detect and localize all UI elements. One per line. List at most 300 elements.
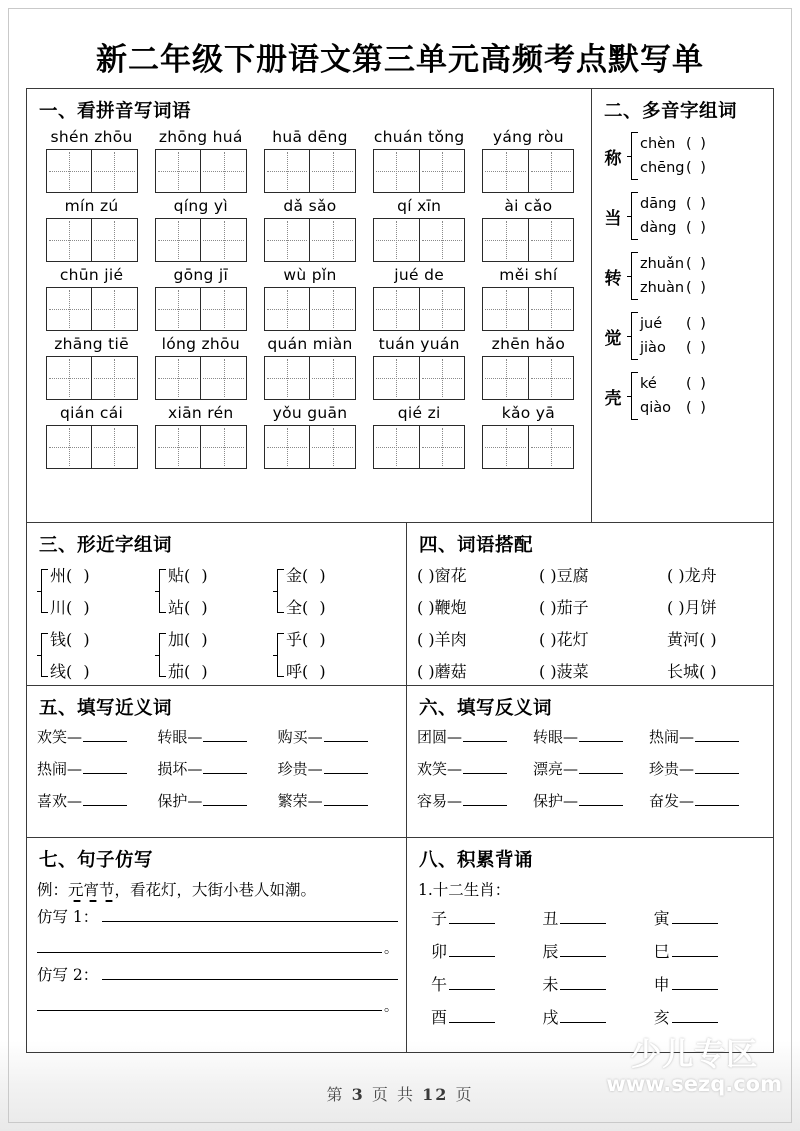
reading-pinyin: chèn: [640, 136, 676, 152]
tianzige-square: [200, 219, 246, 261]
tianzige-box[interactable]: [46, 149, 138, 193]
synonym-item[interactable]: [37, 790, 157, 811]
watermark-brand: 少儿专区: [630, 1036, 759, 1073]
pinyin-text: dǎ sǎo: [283, 197, 337, 216]
answer-blank[interactable]: [579, 792, 623, 806]
tianzige-square: [528, 288, 574, 330]
pinyin-item: [474, 129, 583, 193]
section-6-antonyms: [406, 686, 773, 837]
answer-blank[interactable]: [449, 975, 495, 990]
tianzige-square: [200, 288, 246, 330]
zodiac-branch-item[interactable]: [654, 939, 765, 962]
tianzige-box[interactable]: [482, 149, 574, 193]
zodiac-branch-item[interactable]: [542, 972, 653, 995]
pinyin-item: [365, 129, 474, 193]
imitation-1-label: 仿写 1：: [37, 908, 99, 926]
polyphonic-reading: [640, 220, 708, 236]
tianzige-square: [309, 219, 355, 261]
answer-blank[interactable]: [579, 760, 623, 774]
answer-blank[interactable]: [695, 792, 739, 806]
word-prompt: 喜欢—: [37, 792, 83, 810]
tianzige-box[interactable]: [373, 149, 465, 193]
imitation-1: [37, 905, 398, 958]
answer-parenthesis[interactable]: ( ): [686, 136, 708, 152]
similar-char-group: [273, 627, 391, 682]
word-prompt: 损坏—: [157, 760, 203, 778]
section-1-pinyin: [27, 89, 591, 522]
similar-char-pair: [168, 563, 211, 618]
polyphonic-reading: [640, 136, 708, 152]
imitation-2-row2: [37, 996, 398, 1016]
answer-blank[interactable]: [203, 792, 247, 806]
tianzige-box[interactable]: [482, 218, 574, 262]
answer-blank[interactable]: [560, 975, 606, 990]
pinyin-item: [365, 267, 474, 331]
brace-icon: [627, 369, 638, 423]
word-prompt: 购买—: [277, 728, 323, 746]
similar-char-entry[interactable]: 加( ): [168, 630, 211, 649]
similar-char-entry[interactable]: 呼( ): [286, 662, 329, 681]
tianzige-square: [200, 426, 246, 468]
collocation-item[interactable]: 长城( ): [667, 662, 717, 681]
polyphonic-reading: [640, 340, 708, 356]
tianzige-box[interactable]: [46, 287, 138, 331]
answer-parenthesis[interactable]: ( ): [686, 400, 708, 416]
zodiac-branch-item[interactable]: [431, 972, 542, 995]
zodiac-branch-item[interactable]: [654, 1005, 765, 1028]
zodiac-branch-item[interactable]: [654, 906, 765, 929]
similar-char-groups: [37, 563, 398, 682]
tianzige-square: [200, 357, 246, 399]
branch-char: 子: [431, 909, 448, 928]
polyphonic-readings: [640, 316, 708, 356]
zodiac-branch-item[interactable]: [654, 972, 765, 995]
tianzige-box[interactable]: [264, 218, 356, 262]
pinyin-item: [255, 336, 364, 400]
word-prompt: 漂亮—: [533, 760, 579, 778]
similar-char-row: [37, 627, 398, 682]
polyphonic-readings: [640, 136, 708, 176]
tianzige-square: [483, 219, 528, 261]
reading-pinyin: dāng: [640, 196, 677, 212]
collocation-item[interactable]: ( )月饼: [667, 598, 717, 617]
answer-blank[interactable]: [672, 1008, 718, 1023]
pinyin-item: [255, 267, 364, 331]
brace-icon: [627, 189, 638, 243]
synonym-item[interactable]: [37, 726, 157, 747]
tianzige-square: [265, 150, 310, 192]
similar-char-pair: [50, 627, 93, 682]
collocation-item[interactable]: ( )豆腐: [539, 566, 589, 585]
tianzige-box[interactable]: [373, 218, 465, 262]
similar-char-entry[interactable]: 线( ): [50, 662, 93, 681]
collocation-item[interactable]: ( )花灯: [539, 630, 589, 649]
answer-blank[interactable]: [449, 909, 495, 924]
word-prompt: 转眼—: [533, 728, 579, 746]
answer-blank[interactable]: [203, 760, 247, 774]
word-prompt: 欢笑—: [417, 760, 463, 778]
antonym-item[interactable]: [649, 758, 765, 779]
tianzige-square: [309, 150, 355, 192]
zodiac-branch-item[interactable]: [431, 1005, 542, 1028]
collocation-item[interactable]: ( )窗花: [417, 566, 467, 585]
tianzige-square: [309, 288, 355, 330]
answer-blank[interactable]: [672, 909, 718, 924]
pinyin-item: [255, 198, 364, 262]
reading-pinyin: dàng: [640, 220, 677, 236]
tianzige-box[interactable]: [373, 356, 465, 400]
section-2-polyphonic: [591, 89, 773, 522]
collocation-item[interactable]: ( )茄子: [539, 598, 589, 617]
table-row: [27, 89, 773, 523]
polyphonic-char: 觉: [604, 328, 622, 349]
answer-parenthesis[interactable]: ( ): [686, 316, 708, 332]
pinyin-text: jué de: [394, 266, 445, 285]
tianzige-box[interactable]: [264, 356, 356, 400]
branch-char: 丑: [542, 909, 559, 928]
imitation-2-blank-2[interactable]: [37, 996, 382, 1011]
answer-blank[interactable]: [672, 975, 718, 990]
imitation-1-blank-2[interactable]: [37, 938, 382, 953]
tianzige-square: [91, 357, 137, 399]
brace-icon: [155, 630, 166, 680]
synonym-item[interactable]: [278, 758, 398, 779]
tianzige-square: [419, 150, 465, 192]
pinyin-text: qián cái: [60, 404, 124, 423]
tianzige-square: [265, 219, 310, 261]
answer-parenthesis[interactable]: ( ): [686, 376, 708, 392]
polyphonic-group: [602, 249, 765, 303]
word-prompt: 保护—: [533, 792, 579, 810]
tianzige-box[interactable]: [155, 356, 247, 400]
polyphonic-readings: [640, 376, 708, 416]
answer-blank[interactable]: [463, 760, 507, 774]
word-prompt: 珍贵—: [649, 760, 695, 778]
pinyin-item: [146, 336, 255, 400]
word-prompt: 保护—: [157, 792, 203, 810]
tianzige-box[interactable]: [264, 149, 356, 193]
tianzige-square: [156, 288, 201, 330]
tianzige-square: [483, 150, 528, 192]
tianzige-box[interactable]: [155, 425, 247, 469]
tianzige-square: [483, 357, 528, 399]
tianzige-square: [156, 150, 201, 192]
tianzige-box[interactable]: [482, 356, 574, 400]
collocation-item[interactable]: ( )蘑菇: [417, 662, 467, 681]
tianzige-square: [200, 150, 246, 192]
antonym-item[interactable]: [649, 790, 765, 811]
brace-icon: [627, 129, 638, 183]
zodiac-branch-item[interactable]: [542, 906, 653, 929]
section-4-heading: 四、词语搭配: [419, 535, 534, 556]
similar-char-row: [37, 563, 398, 618]
brace-icon: [273, 630, 284, 680]
section-5-synonyms: [27, 686, 406, 837]
example-rest: ，看花灯，大街小巷人如潮。: [114, 881, 317, 899]
footer-page-number: 3: [351, 1085, 365, 1104]
similar-char-entry[interactable]: 钱( ): [50, 630, 93, 649]
synonym-item[interactable]: [157, 758, 277, 779]
zodiac-branch-item[interactable]: [431, 939, 542, 962]
pinyin-item: [146, 198, 255, 262]
reading-pinyin: chēng: [640, 160, 685, 176]
similar-char-pair: [286, 627, 329, 682]
pinyin-text: yáng ròu: [492, 128, 564, 146]
word-prompt: 欢笑—: [37, 728, 83, 746]
similar-char-group: [37, 563, 155, 618]
tianzige-square: [374, 288, 419, 330]
antonym-grid: [417, 726, 765, 811]
pinyin-text: měi shí: [499, 266, 558, 285]
answer-parenthesis[interactable]: ( ): [686, 340, 708, 356]
pinyin-text: gōng jī: [173, 266, 229, 285]
antonym-item[interactable]: [533, 758, 649, 779]
tianzige-square: [419, 219, 465, 261]
tianzige-square: [265, 288, 310, 330]
zodiac-branch-item[interactable]: [431, 906, 542, 929]
answer-blank[interactable]: [695, 728, 739, 742]
reading-pinyin: zhuǎn: [640, 256, 685, 272]
section-6-heading: 六、填写反义词: [419, 698, 553, 719]
synonym-item[interactable]: [157, 726, 277, 747]
imitation-2: [37, 963, 398, 1016]
tianzige-box[interactable]: [373, 287, 465, 331]
imitation-1-period: 。: [384, 942, 398, 957]
collocation-item[interactable]: ( )龙舟: [667, 566, 717, 585]
branch-char: 未: [542, 975, 559, 994]
collocation-item[interactable]: ( )鞭炮: [417, 598, 467, 617]
answer-blank[interactable]: [672, 942, 718, 957]
word-prompt: 繁荣—: [277, 792, 323, 810]
similar-char-entry[interactable]: 川( ): [50, 598, 93, 617]
brace-icon: [627, 309, 638, 363]
answer-blank[interactable]: [83, 760, 127, 774]
similar-char-entry[interactable]: 州( ): [50, 566, 93, 585]
tianzige-square: [419, 426, 465, 468]
similar-char-entry[interactable]: 站( ): [168, 598, 211, 617]
polyphonic-list: [602, 129, 765, 423]
pinyin-text: kǎo yā: [501, 404, 556, 423]
zodiac-branch-item[interactable]: [542, 1005, 653, 1028]
answer-blank[interactable]: [560, 1008, 606, 1023]
reading-pinyin: qiào: [640, 400, 671, 416]
answer-blank[interactable]: [449, 942, 495, 957]
answer-parenthesis[interactable]: ( ): [686, 220, 708, 236]
similar-char-pair: [50, 563, 93, 618]
branch-char: 卯: [431, 942, 448, 961]
branch-char: 酉: [431, 1008, 448, 1027]
pinyin-item: [474, 336, 583, 400]
section-7-sentence-imitation: [27, 838, 406, 1052]
pinyin-item: [365, 336, 474, 400]
tianzige-square: [156, 426, 201, 468]
imitation-2-blank[interactable]: [102, 965, 398, 980]
tianzige-box[interactable]: [46, 356, 138, 400]
section-8-subheading: 1.十二生肖：: [418, 881, 511, 899]
pinyin-item: [37, 336, 146, 400]
tianzige-square: [528, 150, 574, 192]
pinyin-text: huā dēng: [272, 128, 348, 146]
antonym-item[interactable]: [649, 726, 765, 747]
branch-char: 午: [431, 975, 448, 994]
tianzige-square: [265, 357, 310, 399]
tianzige-box[interactable]: [155, 287, 247, 331]
antonym-item[interactable]: [417, 726, 533, 747]
answer-blank[interactable]: [449, 1008, 495, 1023]
tianzige-box[interactable]: [482, 287, 574, 331]
pinyin-text: zhēn hǎo: [491, 335, 566, 354]
tianzige-box[interactable]: [155, 218, 247, 262]
antonym-item[interactable]: [533, 726, 649, 747]
answer-blank[interactable]: [560, 942, 606, 957]
word-prompt: 珍贵—: [277, 760, 323, 778]
brace-icon: [627, 249, 638, 303]
tianzige-box[interactable]: [46, 218, 138, 262]
answer-blank[interactable]: [203, 728, 247, 742]
pinyin-text: zhāng tiē: [54, 335, 129, 354]
pinyin-text: yǒu guān: [272, 404, 348, 423]
example-sentence: [37, 878, 398, 900]
tianzige-box[interactable]: [373, 425, 465, 469]
answer-blank[interactable]: [324, 728, 368, 742]
pinyin-item: [146, 129, 255, 193]
section-2-heading: 二、多音字组词: [604, 101, 738, 122]
synonym-item[interactable]: [278, 790, 398, 811]
similar-char-pair: [286, 563, 329, 618]
example-prefix: 例：: [37, 881, 69, 899]
reading-pinyin: zhuàn: [640, 280, 685, 296]
polyphonic-reading: [640, 280, 708, 296]
similar-char-entry[interactable]: 全( ): [286, 598, 329, 617]
tianzige-box[interactable]: [264, 287, 356, 331]
pinyin-text: wù pǐn: [283, 266, 337, 285]
footer-mid: 页 共: [371, 1085, 415, 1104]
pinyin-text: ài cǎo: [504, 197, 553, 216]
answer-parenthesis[interactable]: ( ): [686, 160, 708, 176]
zodiac-branch-grid: [417, 906, 765, 1028]
pinyin-item: [474, 267, 583, 331]
section-7-heading: 七、句子仿写: [39, 850, 154, 871]
footer-total-pages: 12: [422, 1085, 449, 1104]
imitation-1-row: [37, 905, 398, 927]
tianzige-square: [374, 357, 419, 399]
word-prompt: 热闹—: [649, 728, 695, 746]
word-prompt: 转眼—: [157, 728, 203, 746]
polyphonic-reading: [640, 400, 708, 416]
zodiac-branch-item[interactable]: [542, 939, 653, 962]
antonym-item[interactable]: [417, 758, 533, 779]
antonym-item[interactable]: [417, 790, 533, 811]
tianzige-square: [309, 426, 355, 468]
pinyin-text: zhōng huá: [158, 128, 243, 146]
antonym-item[interactable]: [533, 790, 649, 811]
page-title: 新二年级下册语文第三单元高频考点默写单: [96, 42, 704, 78]
tianzige-square: [528, 426, 574, 468]
pinyin-item: [474, 405, 583, 469]
tianzige-box[interactable]: [264, 425, 356, 469]
word-prompt: 团圆—: [417, 728, 463, 746]
similar-char-entry[interactable]: 茄( ): [168, 662, 211, 681]
similar-char-entry[interactable]: 贴( ): [168, 566, 211, 585]
tianzige-square: [374, 426, 419, 468]
pinyin-text: mín zú: [64, 197, 119, 216]
answer-parenthesis[interactable]: ( ): [686, 196, 708, 212]
imitation-1-blank[interactable]: [102, 907, 398, 922]
section-8-heading: 八、积累背诵: [419, 850, 534, 871]
collocation-item[interactable]: 黄河( ): [667, 630, 717, 649]
imitation-2-label: 仿写 2：: [37, 966, 99, 984]
answer-parenthesis[interactable]: ( ): [686, 280, 708, 296]
word-prompt: 奋发—: [649, 792, 695, 810]
table-row: [27, 838, 773, 1052]
pinyin-item: [255, 405, 364, 469]
polyphonic-reading: [640, 160, 708, 176]
synonym-item[interactable]: [157, 790, 277, 811]
answer-blank[interactable]: [83, 792, 127, 806]
pinyin-item: [146, 267, 255, 331]
tianzige-square: [156, 357, 201, 399]
word-prompt: 容易—: [417, 792, 463, 810]
pinyin-text: qíng yì: [173, 197, 228, 216]
tianzige-square: [265, 426, 310, 468]
answer-blank[interactable]: [579, 728, 623, 742]
word-prompt: 热闹—: [37, 760, 83, 778]
similar-char-entry[interactable]: 乎( ): [286, 630, 329, 649]
section-5-heading: 五、填写近义词: [39, 698, 173, 719]
answer-blank[interactable]: [560, 909, 606, 924]
polyphonic-group: [602, 189, 765, 243]
tianzige-square: [47, 219, 92, 261]
answer-parenthesis[interactable]: ( ): [686, 256, 708, 272]
branch-char: 寅: [653, 909, 670, 928]
pinyin-item: [37, 129, 146, 193]
tianzige-square: [156, 219, 201, 261]
tianzige-box[interactable]: [482, 425, 574, 469]
footer-suffix: 页: [455, 1085, 474, 1104]
polyphonic-readings: [640, 256, 708, 296]
reading-pinyin: jué: [640, 316, 663, 332]
brace-icon: [37, 566, 48, 616]
tianzige-box[interactable]: [46, 425, 138, 469]
synonym-item[interactable]: [278, 726, 398, 747]
polyphonic-group: [602, 369, 765, 423]
answer-blank[interactable]: [695, 760, 739, 774]
answer-blank[interactable]: [83, 728, 127, 742]
similar-char-entry[interactable]: 金( ): [286, 566, 329, 585]
synonym-item[interactable]: [37, 758, 157, 779]
branch-char: 辰: [542, 942, 559, 961]
tianzige-square: [483, 288, 528, 330]
tianzige-box[interactable]: [155, 149, 247, 193]
branch-char: 亥: [653, 1008, 670, 1027]
polyphonic-group: [602, 129, 765, 183]
answer-blank[interactable]: [324, 760, 368, 774]
polyphonic-char: 称: [604, 148, 622, 169]
collocation-item[interactable]: ( )菠菜: [539, 662, 589, 681]
imitation-1-row2: [37, 938, 398, 958]
polyphonic-readings: [640, 196, 708, 236]
answer-blank[interactable]: [463, 728, 507, 742]
polyphonic-group: [602, 309, 765, 363]
similar-char-group: [273, 563, 391, 618]
brace-icon: [37, 630, 48, 680]
answer-blank[interactable]: [324, 792, 368, 806]
synonym-grid: [37, 726, 398, 811]
answer-blank[interactable]: [463, 792, 507, 806]
collocation-item[interactable]: ( )羊肉: [417, 630, 467, 649]
tianzige-square: [483, 426, 528, 468]
table-row: [27, 686, 773, 838]
